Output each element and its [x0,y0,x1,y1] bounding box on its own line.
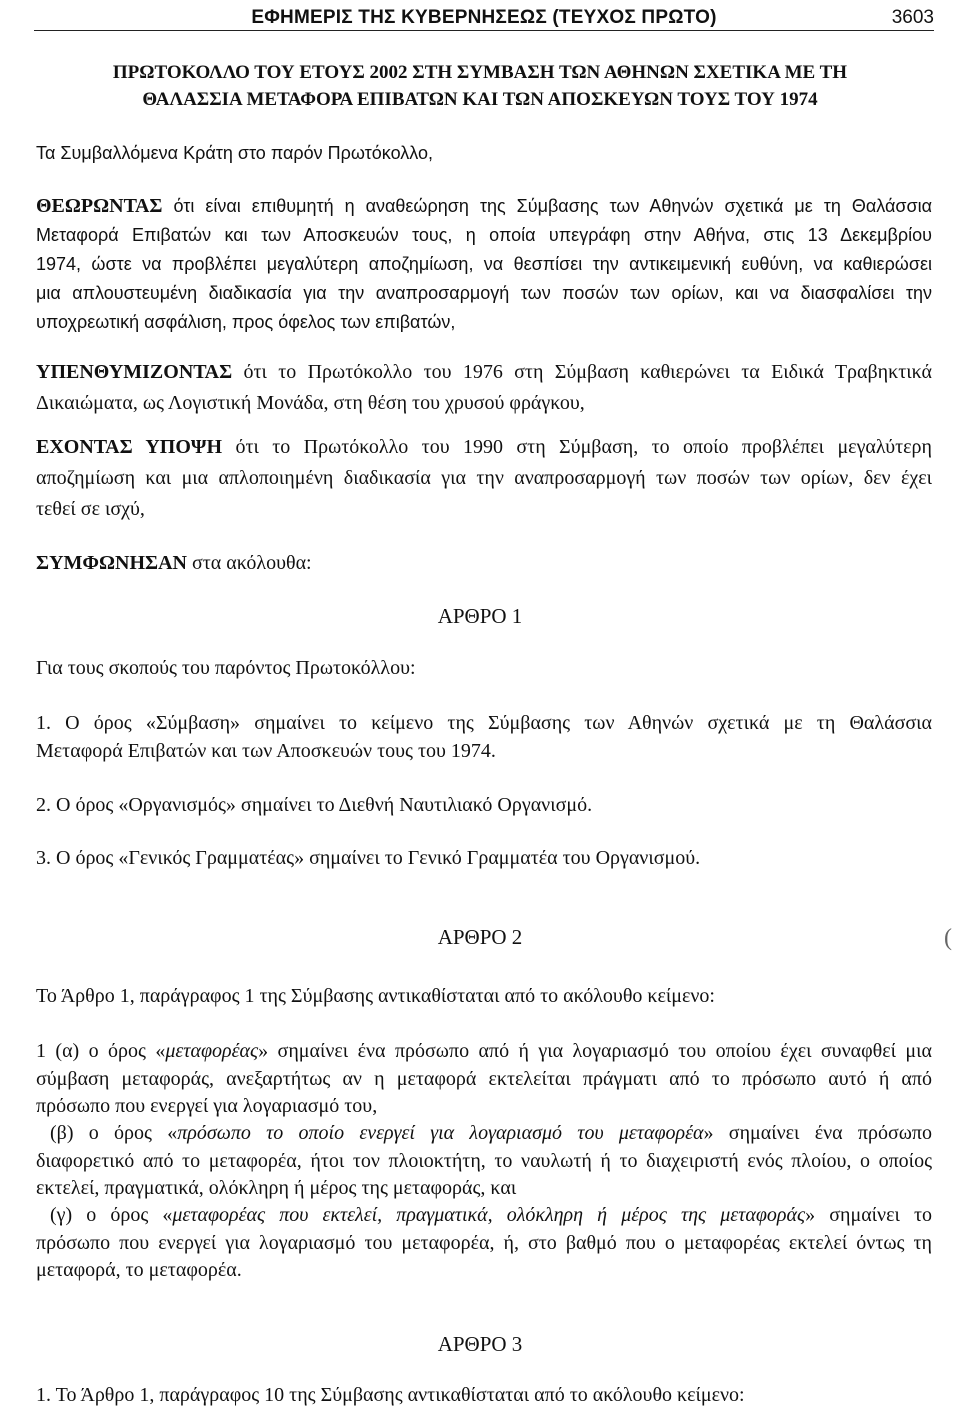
article-2-item-c-line-3: μεταφορά, το μεταφορέα. [36,1259,242,1281]
article-2-intro: Το Άρθρο 1, παράγραφος 1 της Σύμβασης αντικαθίσταται από το ακόλουθο κείμενο: [36,985,715,1007]
preamble-intro: Τα Συμβαλλόμενα Κράτη στο παρόν Πρωτόκολλο, [36,143,433,163]
preamble-considering-line-2: Μεταφορά Επιβατών και των Αποσκευών τους, η οποία υπεγράφη στην Αθήνα, στις 13 Δεκεμβρίου [36,225,932,245]
document-title-line-2: ΘΑΛΑΣΣΙΑ ΜΕΤΑΦΟΡΑ ΕΠΙΒΑΤΩΝ ΚΑΙ ΤΩΝ ΑΠΟΣΚΕΥΩΝ ΤΟΥΣ ΤΟΥ 1974 [142,89,818,110]
article-2-item-a-line-1: 1 (α) ο όρος «μεταφορέας» σημαίνει ένα πρόσωπο από ή για λογαριασμό του οποίου έχει συναφθεί μια [36,1040,933,1062]
article-2-item-c-line-1: (γ) ο όρος «μεταφορέας που εκτελεί, πραγματικά, ολόκληρη ή μέρος της μεταφοράς» σημαίνει το [50,1204,933,1226]
preamble-agreed: ΣΥΜΦΩΝΗΣΑΝ στα ακόλουθα: [36,552,312,574]
article-1-heading: ΑΡΘΡΟ 1 [437,604,523,628]
considering-keyword: ΘΕΩΡΩΝΤΑΣ [36,195,163,217]
article-2-item-b-line-3: εκτελεί, πραγματικά, ολόκληρη ή μέρος της μεταφοράς, και [36,1177,517,1199]
term-performing-carrier: μεταφορέας που εκτελεί, πραγματικά, ολόκληρη ή μέρος της μεταφοράς [172,1204,806,1226]
article-1-item-3: 3. Ο όρος «Γενικός Γραμματέας» σημαίνει το Γενικό Γραμματέα του Οργανισμού. [36,847,701,869]
article-2-item-a-line-3: πρόσωπο που ενεργεί για λογαριασμό του, [36,1095,378,1117]
article-2-item-b-line-2: διαφορετικό από το μεταφορέα, ήτοι τον πλοιοκτήτη, το ναυλωτή ή το διαχειριστή ενός πλοίου, ο οποίος [36,1150,932,1172]
article-1-item-1-line-1: 1. Ο όρος «Σύμβαση» σημαίνει το κείμενο της Σύμβασης των Αθηνών σχετικά με τη Θαλάσσια [36,712,932,734]
preamble-noting-line-3: τεθεί σε ισχύ, [36,498,145,520]
article-3-intro: 1. Το Άρθρο 1, παράγραφος 10 της Σύμβασης αντικαθίσταται από το ακόλουθο κείμενο: [36,1384,745,1406]
article-2-heading: ΑΡΘΡΟ 2 [437,925,523,949]
recalling-keyword: ΥΠΕΝΘΥΜΙΖΟΝΤΑΣ [36,361,233,383]
article-1-item-2: 2. Ο όρος «Οργανισμός» σημαίνει το Διεθνή Ναυτιλιακό Οργανισμό. [36,794,593,816]
agreed-keyword: ΣΥΜΦΩΝΗΣΑΝ [36,552,187,574]
preamble-considering-line-5: υποχρεωτική ασφάλιση, προς όφελος των επιβατών, [36,312,456,332]
page-header [34,4,934,31]
preamble-considering-line-1: ΘΕΩΡΩΝΤΑΣ ότι είναι επιθυμητή η αναθεώρηση της Σύμβασης των Αθηνών σχετικά με τη Θαλάσσια [36,195,932,217]
preamble-noting-line-2: αποζημίωση και μια απλοποιημένη διαδικασία για την αναπροσαρμογή των ποσών των ορίων, δεν έχει [36,467,932,489]
preamble-considering-line-4: μια απλουστευμένη διαδικασία για την αναπροσαρμογή των ποσών των ορίων, και να διασφαλίσει την [36,283,932,303]
article-1-intro: Για τους σκοπούς του παρόντος Πρωτοκόλλου: [36,657,416,679]
article-3-heading: ΑΡΘΡΟ 3 [437,1332,523,1356]
page-number: 3603 [891,7,934,28]
article-2-item-b-line-1: (β) ο όρος «πρόσωπο το οποίο ενεργεί για λογαριασμό του μεταφορέα» σημαίνει ένα πρόσωπο [50,1122,933,1144]
scan-edge-mark: ( [944,925,952,951]
article-2-item-c-line-2: πρόσωπο που ενεργεί για λογαριασμό του μεταφορέα, ή, στο βαθμό που ο μεταφορέας εκτελεί όντως τη [36,1232,932,1254]
preamble-considering-line-3: 1974, ώστε να προβλέπει μεγαλύτερη αποζημίωση, να θεσπίσει την αντικειμενική ευθύνη, να καθιερώσει [36,254,932,274]
article-2-item-a-line-2: σύμβαση μεταφοράς, ανεξαρτήτως αν η μεταφορά εκτελείται πράγματι από το πρόσωπο αυτό ή από [36,1068,932,1090]
preamble-noting-line-1: ΕΧΟΝΤΑΣ ΥΠΟΨΗ ότι το Πρωτόκολλο του 1990 στη Σύμβαση, το οποίο προβλέπει μεγαλύτερη [36,436,932,458]
preamble-recalling-line-1: ΥΠΕΝΘΥΜΙΖΟΝΤΑΣ ότι το Πρωτόκολλο του 1976 στη Σύμβαση καθιερώνει τα Ειδικά Τραβηκτικά [36,361,933,383]
term-carrier: μεταφορέας [165,1040,259,1062]
article-1-item-1-line-2: Μεταφορά Επιβατών και των Αποσκευών τους του 1974. [36,740,496,762]
term-person-on-behalf: πρόσωπο το οποίο ενεργεί για λογαριασμό του μεταφορέα [177,1122,704,1144]
gazette-title: ΕΦΗΜΕΡΙΣ ΤΗΣ ΚΥΒΕΡΝΗΣΕΩΣ (ΤΕΥΧΟΣ ΠΡΩΤΟ) [251,7,717,28]
preamble-recalling-line-2: Δικαιώματα, ως Λογιστική Μονάδα, στη θέση του χρυσού φράγκου, [36,392,585,414]
document-title-line-1: ΠΡΩΤΟΚΟΛΛΟ ΤΟΥ ΕΤΟΥΣ 2002 ΣΤΗ ΣΥΜΒΑΣΗ ΤΩΝ ΑΘΗΝΩΝ ΣΧΕΤΙΚΑ ΜΕ ΤΗ [112,62,848,83]
noting-keyword: ΕΧΟΝΤΑΣ ΥΠΟΨΗ [36,436,223,458]
